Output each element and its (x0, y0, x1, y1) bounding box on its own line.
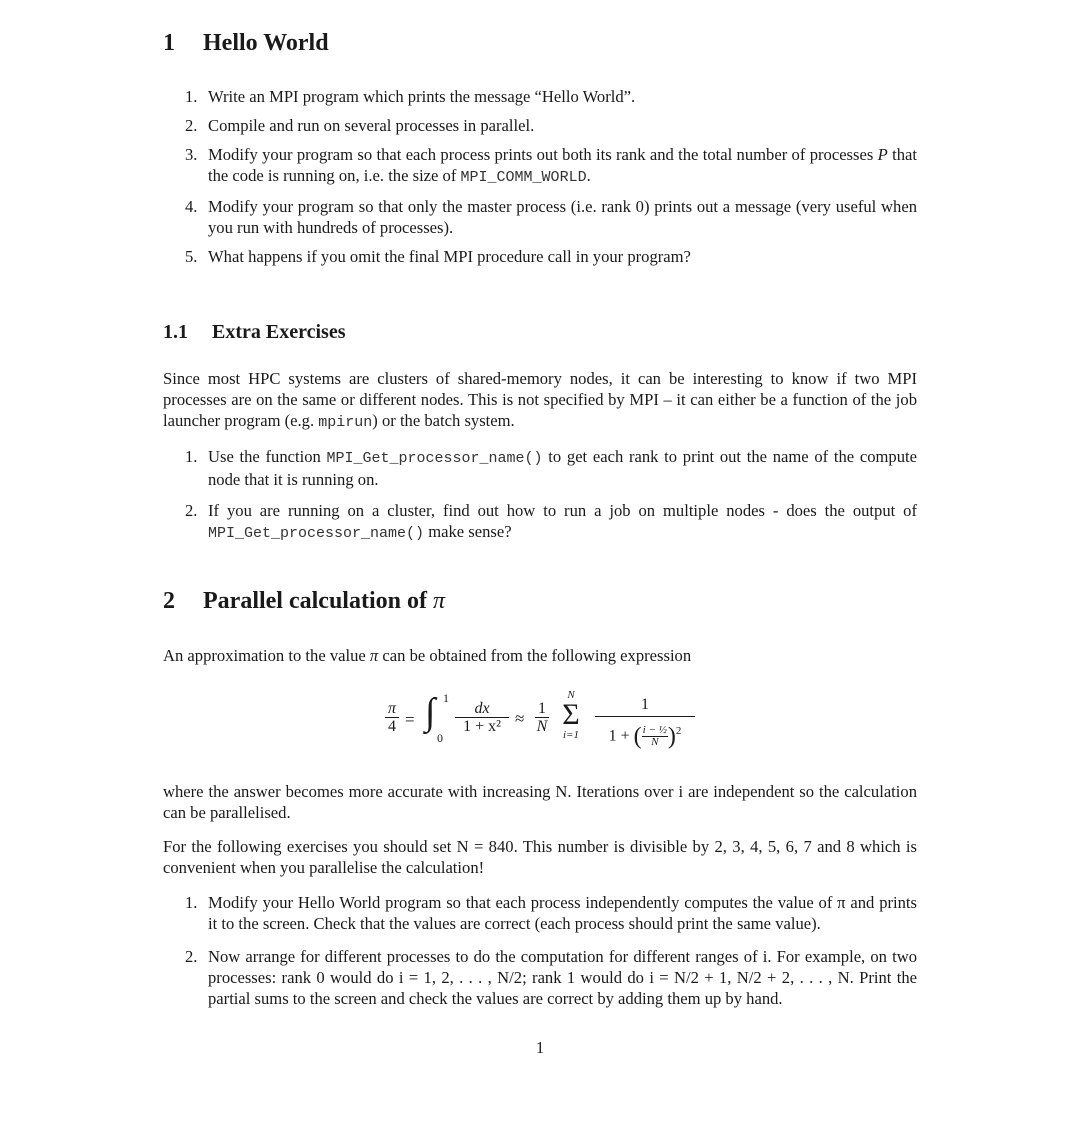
section-2-para-2: For the following exercises you should set N = 840. This number is divisible by 2, 3, 4, 5, 6, 7 and 8 which is convenient when you parallelise the calculation! (163, 837, 917, 877)
list-item: 5. What happens if you omit the final MPI procedure call in your program? (185, 247, 691, 266)
section-2-list (163, 892, 917, 1009)
section-1-heading: 1 Hello World (163, 30, 329, 56)
list-item: 2. Compile and run on several processes in parallel. (185, 116, 535, 135)
section-2-intro: An approximation to the value π can be obtained from the following expression (163, 646, 692, 665)
subsection-list (163, 446, 917, 544)
subsection-heading: 1.1 Extra Exercises (163, 321, 346, 343)
section-2-heading: 2 Parallel calculation of π (163, 588, 445, 614)
list-item: 4. Modify your program so that only the master process (i.e. rank 0) prints out a message (very useful when you run with hundreds of processes). (185, 197, 917, 237)
list-item: 1. Write an MPI program which prints the message “Hello World”. (185, 87, 636, 106)
subsection-intro: Since most HPC systems are clusters of shared-memory nodes, it can be interesting to know if two MPI processes are on the same or different nodes. This is not specified by MPI – it can either be a function of the job launcher program (e.g. mpirun) or the batch system. (163, 369, 917, 431)
pi-equation: π 4 = ∫ 1 0 dx 1 + x² ≈ 1 N N Σ i=1 1 1 + ( $\frac{\text{i − ½}}{N}$ )$^2$ (385, 690, 715, 760)
page-number: 1 (535, 1038, 545, 1057)
list-item: 1. Use the function MPI_Get_processor_name() to get each rank to print out the name of the compute node that it is running on. (185, 447, 917, 489)
list-item: 1. Modify your Hello World program so that each process independently computes the value of π and prints it to the screen. Check that the values are correct (each process should print the same value). (185, 893, 917, 933)
section-1-list (163, 86, 917, 267)
list-item: 2. Now arrange for different processes to do the computation for different ranges of i. For example, on two processes: rank 0 would do i = 1, 2, . . . , N/2; rank 1 would do i = N/2 + 1, N/2 + 2, . . . , N. Print the partial sums to the screen and check the values are correct by adding them up by hand. (185, 947, 917, 1008)
list-item: 3. Modify your program so that each process prints out both its rank and the total number of processes P that the code is running on, i.e. the size of MPI_COMM_WORLD. (185, 145, 918, 186)
list-item: 2. If you are running on a cluster, find out how to run a job on multiple nodes - does the output of MPI_Get_processor_name() make sense? (185, 501, 917, 542)
section-2-para-1: where the answer becomes more accurate with increasing N. Iterations over i are independent so the calculation can be parallelised. (163, 782, 917, 822)
